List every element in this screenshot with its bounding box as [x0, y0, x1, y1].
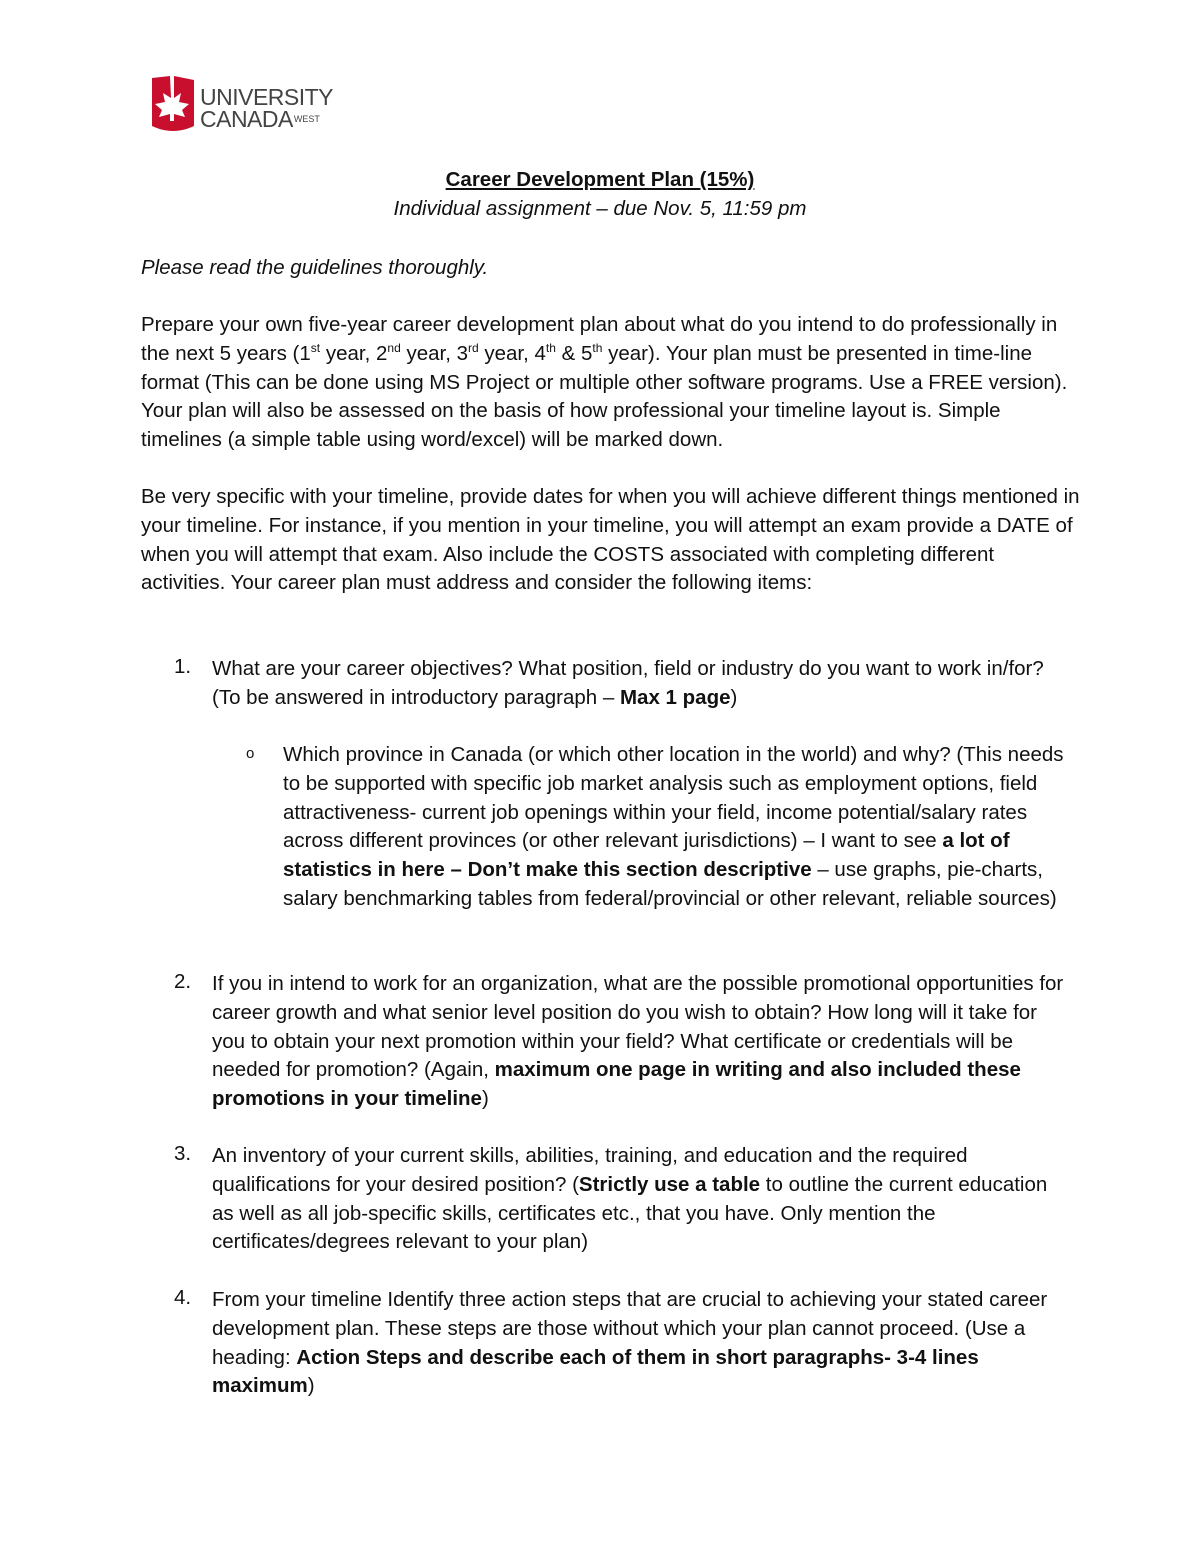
para1-text-3: year, 3 [400, 341, 468, 365]
sub-bold-part: a lot of statistics in here – Don’t make this section descriptive [283, 829, 1010, 882]
sub-text-part: – use graphs, pie-charts, salary benchmarking tables from federal/provincial or other relevant, reliable sources) [283, 858, 1057, 910]
logo-wordmark [200, 86, 360, 130]
item-text-part: ) [481, 1087, 489, 1111]
logo-line-university: UNIVERSITY [200, 84, 334, 110]
list-item-text [212, 655, 1074, 713]
paragraph-specifics: Be very specific with your timeline, provide dates for when you will achieve different things mentioned in your timeline. For instance, if you mention in your timeline, you will attempt an exam provide a DATE of when you will attempt that exam. Also include the COSTS associated with completing different activities. Your career plan must address and consider the following items: [141, 485, 1080, 595]
list-number: 2. [174, 970, 192, 993]
maple-leaf-icon [150, 74, 196, 132]
list-number: 3. [174, 1142, 192, 1165]
item-bold-part: Strictly use a table [578, 1172, 761, 1196]
list-number: 4. [174, 1286, 192, 1309]
item-text-part: If you in intend to work for an organization, what are the possible promotional opportunities for career growth and what senior level position do you wish to obtain? How long will it take for you to obtain your next promotion within your field? What certificate or credentials will be needed for promotion? (Again, [212, 972, 1064, 1082]
item-bold-part: maximum one page in writing and also included these promotions in your timeline [212, 1058, 1021, 1111]
list-item-text [212, 970, 1074, 1114]
item-text-part: An inventory of your current skills, abilities, training, and education and the required qualifications for your desired position? ( [212, 1144, 968, 1196]
para1-text-1: Prepare your own five-year career development plan about what do you intend to do professionally in the next 5 years (1 [141, 313, 1058, 365]
para1-sup-2: nd [387, 340, 401, 355]
item-bold-part: Max 1 page [619, 685, 731, 709]
item-bold-part: Action Steps and describe each of them in short paragraphs- 3-4 lines maximum [212, 1345, 979, 1398]
para1-text-5: & 5 [555, 341, 593, 365]
item-text-part: From your timeline Identify three action steps that are crucial to achieving your stated career development plan. These steps are those without which your plan cannot proceed. (Use a heading: [212, 1288, 1048, 1369]
page-subtitle: Individual assignment – due Nov. 5, 11:59 pm [393, 197, 807, 220]
item-text-part: to outline the current education as well as all job-specific skills, certificates etc., that you have. Only mention the certificates/degrees relevant to your plan) [212, 1172, 1048, 1254]
para1-sup-4: th [545, 340, 556, 355]
para1-sup-3: rd [468, 340, 479, 355]
para1-text-2: year, 2 [320, 341, 388, 365]
paragraph-timeline-format [141, 311, 1081, 455]
intro-note: Please read the guidelines thoroughly. [141, 256, 489, 279]
sub-item-text [283, 741, 1068, 914]
item-text-part: ) [307, 1374, 315, 1398]
item-text-part: ) [730, 685, 738, 709]
logo-canada-text: CANADA [200, 106, 293, 132]
list-item-text [212, 1286, 1074, 1401]
para1-sup-5: th [592, 340, 603, 355]
logo-line-canada [200, 108, 360, 130]
item-text-part: What are your career objectives? What position, field or industry do you want to work in/for? (To be answered in introductory paragraph – [212, 657, 1044, 709]
list-item-text [212, 1142, 1074, 1257]
para1-text-4: year, 4 [478, 341, 546, 365]
university-logo [150, 72, 350, 134]
para1-sup-1: st [310, 340, 321, 355]
hollow-bullet: o [246, 745, 255, 762]
sub-text-part: Which province in Canada (or which other location in the world) and why? (This needs to be supported with specific job market analysis such as employment options, field attractiveness- current job openings within your field, income potential/salary rates across different provinces (or other relevant jurisdictions) – I want to see [283, 743, 1064, 853]
logo-west-text: WEST [293, 114, 320, 124]
list-number: 1. [174, 655, 192, 678]
page-title: Career Development Plan (15%) [445, 168, 755, 191]
para1-text-6: year). Your plan must be presented in time-line format (This can be done using MS Project or multiple other software programs. Use a FREE version). Your plan will also be assessed on the basis of how professional your timeline layout is. Simple timelines (a simple table using word/excel) will be marked down. [141, 341, 1068, 452]
